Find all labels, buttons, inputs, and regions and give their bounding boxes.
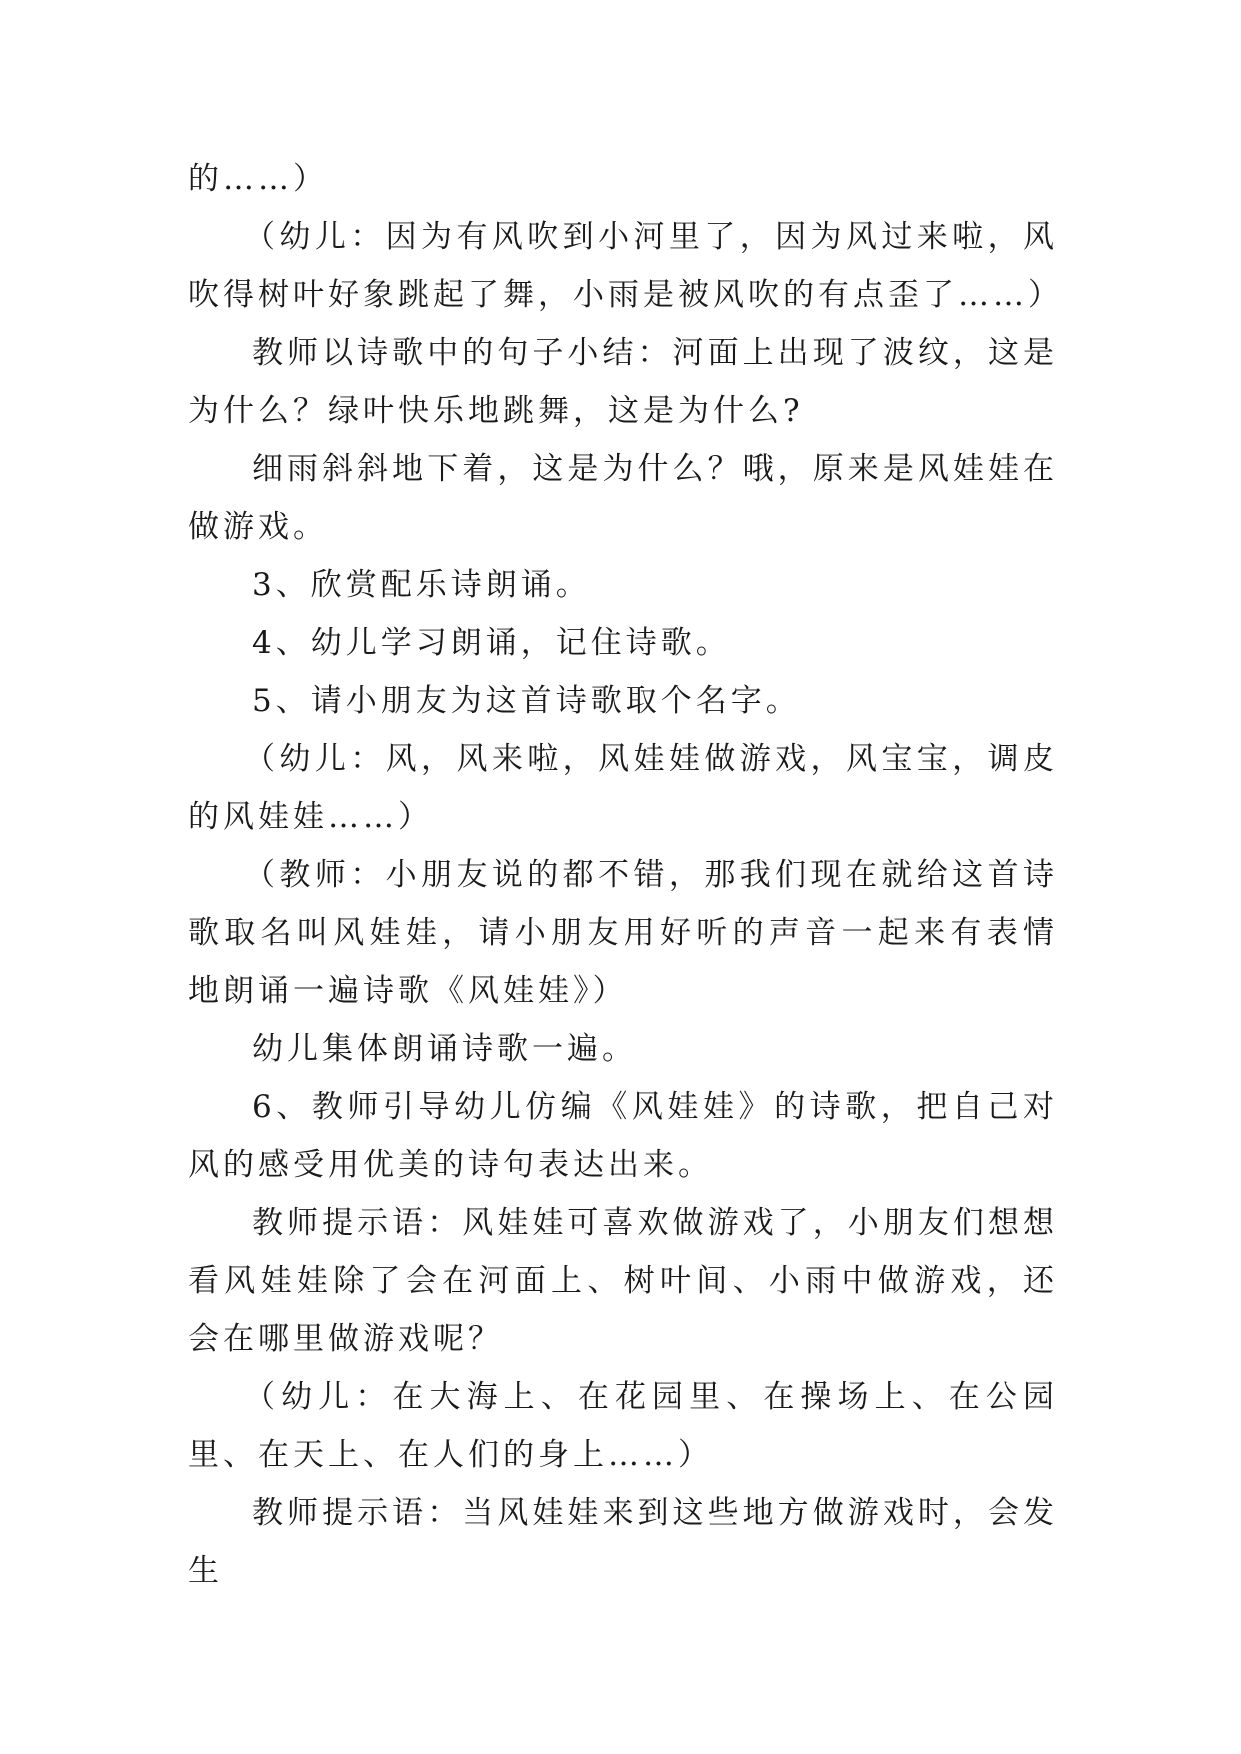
paragraph-step-4: 4、幼儿学习朗诵，记住诗歌。 (252, 625, 731, 661)
paragraph-children-answer-wind: （幼儿：因为有风吹到小河里了，因为风过来啦，风吹得树叶好象跳起了舞，小雨是被风吹的有点歪了……） (188, 219, 1063, 313)
paragraph-teacher-prompt-2: 教师提示语：当风娃娃来到这些地方做游戏时，会发生 (188, 1495, 1058, 1589)
paragraph-teacher-prompt-1: 教师提示语：风娃娃可喜欢做游戏了，小朋友们想想看风娃娃除了会在河面上、树叶间、小雨中做游戏，还会在哪里做游戏呢？ (188, 1205, 1058, 1357)
document-page (188, 150, 1063, 1600)
paragraph-rain-question: 细雨斜斜地下着，这是为什么？哦，原来是风娃娃在做游戏。 (188, 451, 1058, 545)
paragraph-step-3: 3、欣赏配乐诗朗诵。 (252, 567, 591, 603)
paragraph-children-places: （幼儿：在大海上、在花园里、在操场上、在公园里、在天上、在人们的身上……） (188, 1379, 1058, 1473)
paragraph-step-6: 6、教师引导幼儿仿编《风娃娃》的诗歌，把自己对风的感受用优美的诗句表达出来。 (188, 1089, 1058, 1183)
paragraph-teacher-summary: 教师以诗歌中的句子小结：河面上出现了波纹，这是为什么？绿叶快乐地跳舞，这是为什么? (188, 335, 1058, 429)
paragraph-step-5: 5、请小朋友为这首诗歌取个名字。 (252, 683, 801, 719)
paragraph-continuation: 的……） (188, 161, 328, 197)
paragraph-teacher-naming: （教师：小朋友说的都不错，那我们现在就给这首诗歌取名叫风娃娃，请小朋友用好听的声音一起来有表情地朗诵一遍诗歌《风娃娃》） (188, 857, 1058, 1009)
paragraph-group-recite: 幼儿集体朗诵诗歌一遍。 (252, 1031, 637, 1067)
paragraph-children-names: （幼儿：风，风来啦，风娃娃做游戏，风宝宝，调皮的风娃娃……） (188, 741, 1058, 835)
